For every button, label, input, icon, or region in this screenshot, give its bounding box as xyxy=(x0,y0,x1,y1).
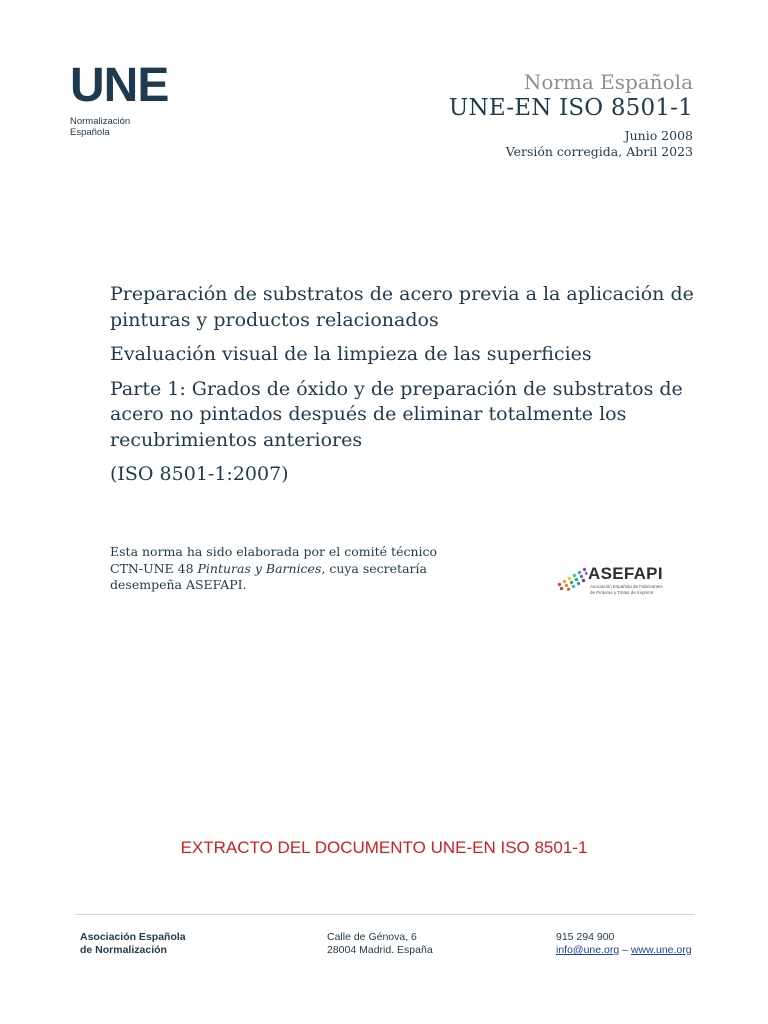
footer-organization xyxy=(80,931,186,957)
title-line-3: Parte 1: Grados de óxido y de preparación de substratos de acero no pintados después de eliminar totalmente los recubrimientos anteriores xyxy=(110,377,683,451)
footer-address-line2: 28004 Madrid. España xyxy=(327,944,433,956)
asefapi-tagline xyxy=(590,584,663,595)
footer-address xyxy=(327,931,433,957)
une-logo xyxy=(70,59,190,144)
une-logo-subtitle xyxy=(70,116,190,138)
document-title xyxy=(110,282,710,497)
norma-date: Junio 2008 xyxy=(624,128,693,143)
footer-phone: 915 294 900 xyxy=(556,931,615,943)
title-line-1: Preparación de substratos de acero previa a la aplicación de pinturas y productos relacionados xyxy=(110,283,694,331)
footer-separator: – xyxy=(619,944,631,956)
norma-dates xyxy=(506,128,693,160)
footer-org-line1: Asociación Española xyxy=(80,931,186,943)
une-logo-subtitle-line1: Normalización xyxy=(70,116,131,127)
committee-text-prefix: Esta norma ha sido elaborada por el comité técnico CTN-UNE 48 xyxy=(110,544,438,576)
norma-revision: Versión corregida, Abril 2023 xyxy=(505,144,693,159)
extract-notice: EXTRACTO DEL DOCUMENTO UNE-EN ISO 8501-1 xyxy=(180,838,588,857)
title-line-4: (ISO 8501-1:2007) xyxy=(110,463,289,485)
norma-code: UNE-EN ISO 8501-1 xyxy=(448,95,693,121)
footer-website-link[interactable]: www.une.org xyxy=(630,944,692,956)
asefapi-logo xyxy=(556,564,676,600)
asefapi-name: ASEFAPI xyxy=(588,564,663,583)
asefapi-dots-icon xyxy=(556,567,588,591)
asefapi-tagline-line1: Asociación Española de Fabricantes xyxy=(590,584,663,589)
une-logo-subtitle-line2: Española xyxy=(70,127,110,138)
committee-name: Pinturas y Barnices xyxy=(197,560,322,576)
footer-contact xyxy=(556,931,692,957)
footer-divider xyxy=(75,914,695,915)
committee-text-suffix: , cuya secretaría desempeña ASEFAPI. xyxy=(110,560,427,592)
committee-note xyxy=(110,544,470,594)
une-logo-mark: UNE xyxy=(70,59,169,112)
footer-org-line2: de Normalización xyxy=(80,944,167,956)
title-line-2: Evaluación visual de la limpieza de las superficies xyxy=(110,343,592,365)
footer-address-line1: Calle de Génova, 6 xyxy=(327,931,417,943)
asefapi-tagline-line2: de Pinturas y Tintas de Imprimir xyxy=(590,589,654,595)
footer-links xyxy=(556,944,692,957)
footer-email-link[interactable]: info@une.org xyxy=(556,944,620,956)
norma-label: Norma Española xyxy=(523,70,693,94)
